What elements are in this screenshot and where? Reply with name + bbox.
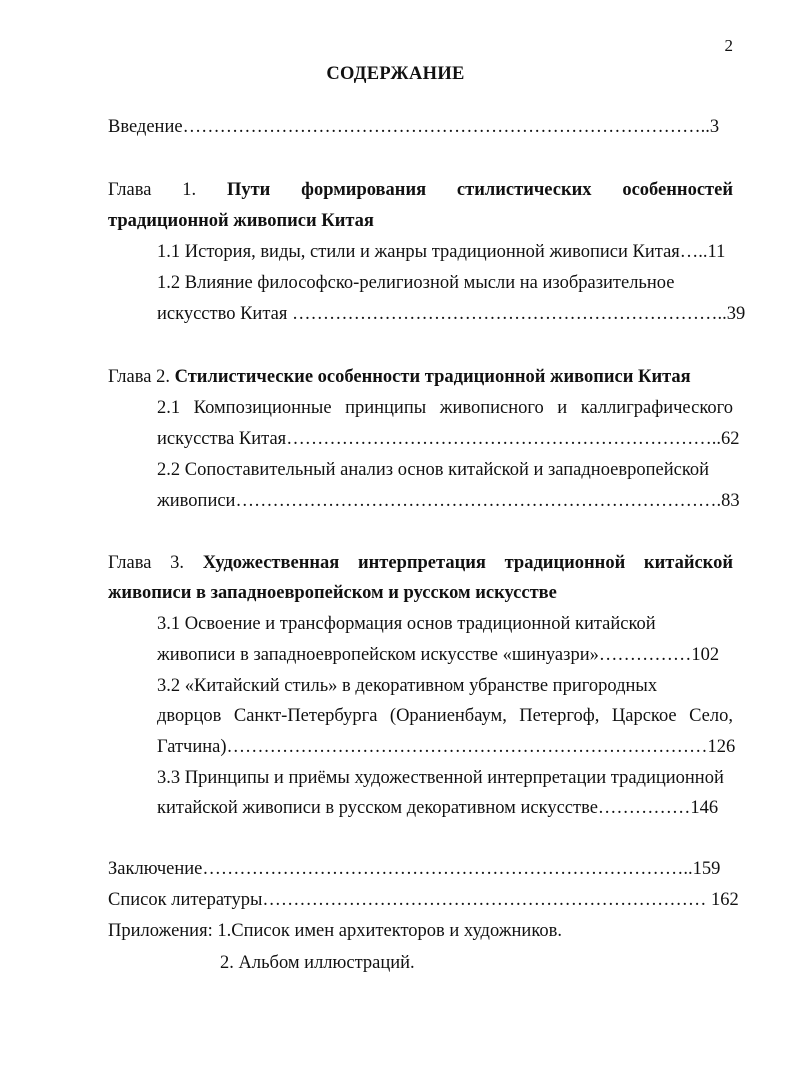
toc-entry-3-1: 3.1 Освоение и трансформация основ традиционной китайской [157, 614, 656, 634]
chapter-3-heading [108, 552, 733, 574]
chapter-prefix: Глава 3. [108, 553, 185, 573]
toc-page-number: 3 [709, 117, 720, 137]
chapter-3-heading-cont: живописи в западноевропейском и русском искусстве [108, 583, 557, 603]
toc-entry-3-3-cont: китайской живописи в русском декоративном искусстве……………146 [157, 798, 719, 818]
toc-entry-label: Введение [108, 117, 183, 137]
toc-entry-2-1: 2.1 Композиционные принципы живописного и каллиграфического [157, 398, 733, 418]
page-title: СОДЕРЖАНИЕ [326, 64, 465, 84]
toc-entry-conclusion: Заключение……………………………………………………………………..159 [108, 859, 721, 879]
page-number: 2 [724, 36, 733, 55]
chapter-title: Пути формирования стилистических особенностей [226, 180, 734, 200]
toc-entry-3-1-cont: живописи в западноевропейском искусстве «шинуазри»……………102 [157, 645, 720, 665]
toc-entry-3-2: 3.2 «Китайский стиль» в декоративном убранстве пригородных [157, 676, 658, 696]
toc-entry-2-2-cont: живописи…………………………………………………………………….83 [157, 491, 740, 511]
toc-dots: ………………………………………………………………………….. [182, 117, 710, 137]
chapter-title: Художественная интерпретация традиционной китайской [202, 553, 734, 573]
toc-entry-intro [108, 116, 733, 138]
toc-entry-appendix-1: Приложения: 1.Список имен архитекторов и художников. [108, 921, 562, 941]
toc-entry-3-2-cont: дворцов Санкт-Петербурга (Ораниенбаум, Петергоф, Царское Село, [157, 706, 733, 726]
toc-entry-2-1-cont: искусства Китая……………………………………………………………..62 [157, 429, 740, 449]
toc-entry-1-1: 1.1 История, виды, стили и жанры традиционной живописи Китая…..11 [157, 242, 726, 262]
chapter-2-heading [108, 366, 691, 388]
toc-entry-1-2-cont: искусство Китая ……………………………………………………………..39 [157, 304, 746, 324]
toc-entry-2-2: 2.2 Сопоставительный анализ основ китайской и западноевропейской [157, 460, 710, 480]
toc-entry-3-2-cont2: Гатчина)……………………………………………………………………126 [157, 737, 736, 757]
chapter-1-heading-cont: традиционной живописи Китая [108, 211, 374, 231]
chapter-title: Стилистические особенности традиционной живописи Китая [174, 367, 691, 387]
toc-entry-appendix-2: 2. Альбом иллюстраций. [220, 953, 415, 973]
toc-entry-references: Список литературы……………………………………………………………… 162 [108, 890, 739, 910]
chapter-1-heading [108, 179, 733, 201]
chapter-prefix: Глава 1. [108, 180, 197, 200]
chapter-prefix: Глава 2. [108, 367, 170, 387]
toc-entry-3-3: 3.3 Принципы и приёмы художественной интерпретации традиционной [157, 768, 724, 788]
toc-entry-1-2: 1.2 Влияние философско-религиозной мысли на изобразительное [157, 273, 675, 293]
